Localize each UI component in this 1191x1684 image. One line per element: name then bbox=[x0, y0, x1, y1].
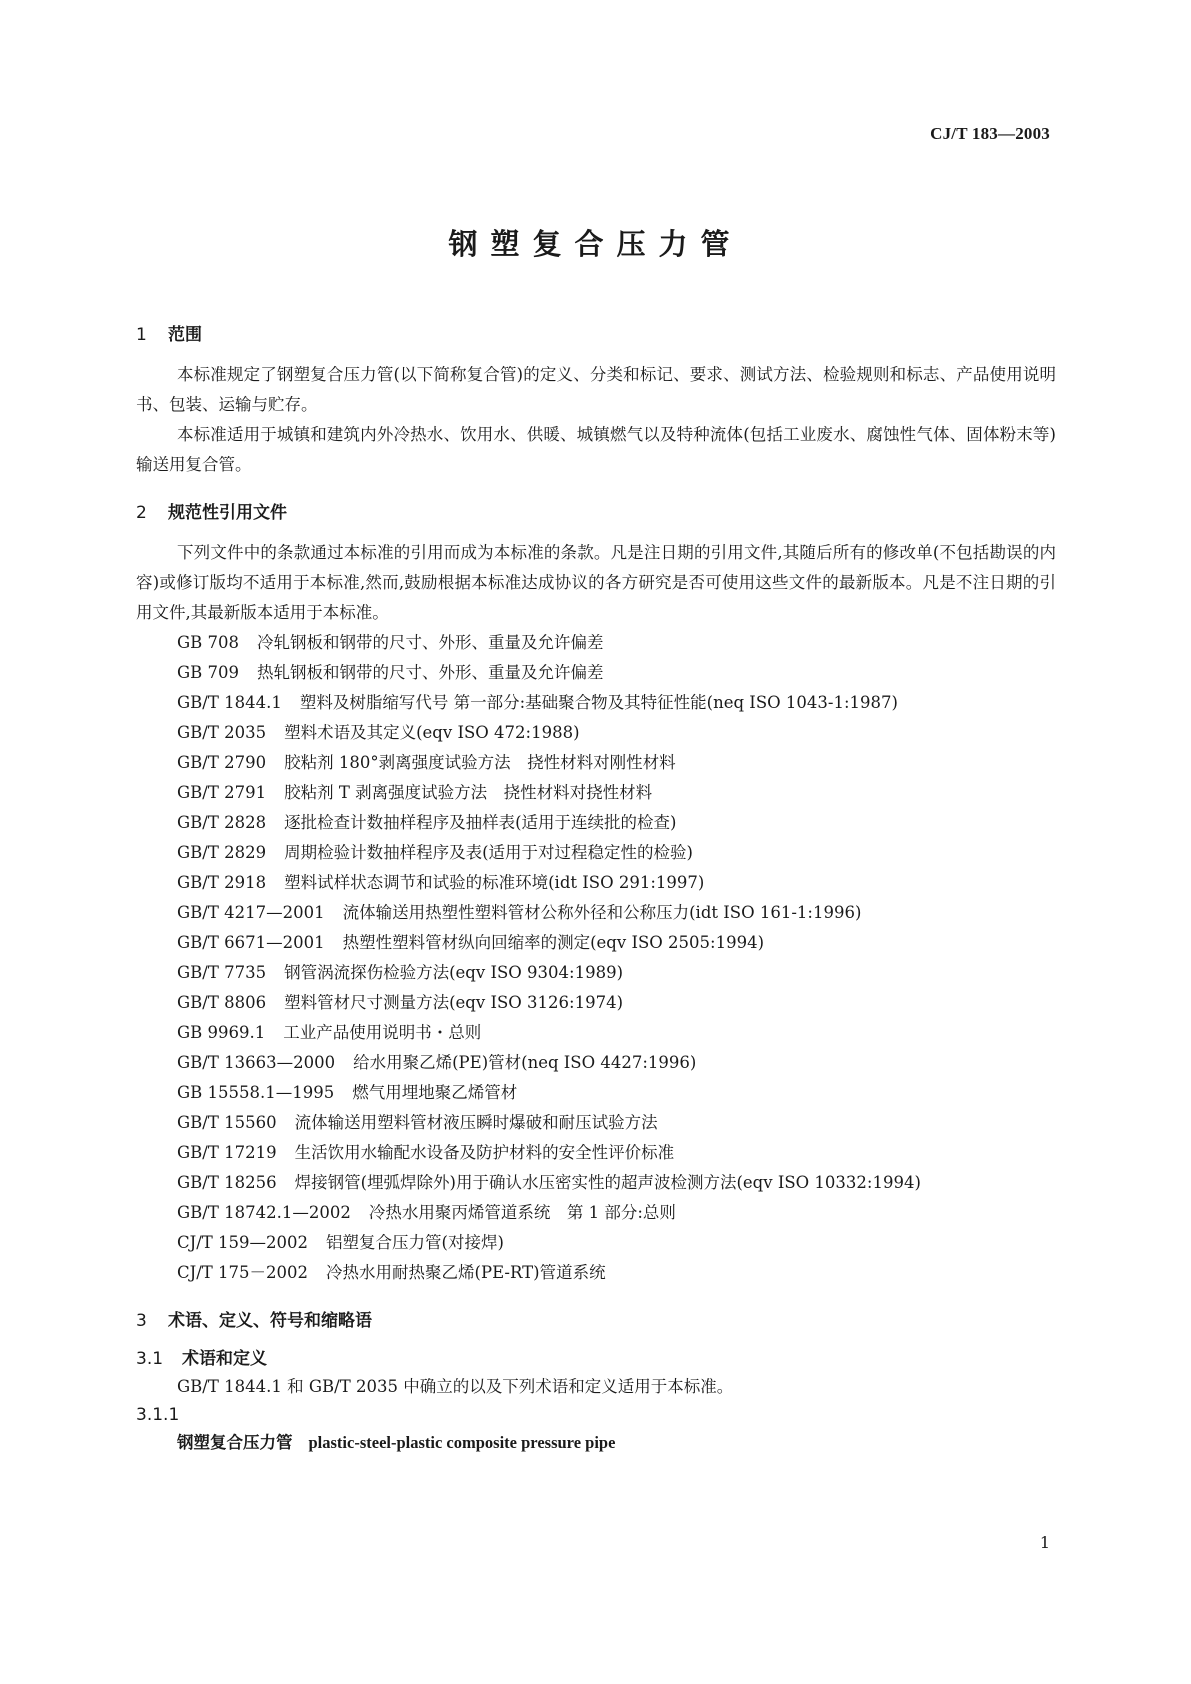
reference-item bbox=[136, 1198, 1056, 1228]
section-2-heading bbox=[136, 500, 1056, 526]
reference-item bbox=[136, 808, 1056, 838]
reference-item bbox=[136, 748, 1056, 778]
reference-title: 塑料管材尺寸测量方法(eqv ISO 3126:1974) bbox=[284, 993, 624, 1012]
reference-code: GB/T 2791 bbox=[177, 783, 267, 802]
reference-list bbox=[136, 628, 1056, 1288]
page-number: 1 bbox=[1039, 1533, 1050, 1552]
reference-code: GB/T 8806 bbox=[177, 993, 267, 1012]
reference-item bbox=[136, 1168, 1056, 1198]
reference-item bbox=[136, 628, 1056, 658]
reference-item bbox=[136, 658, 1056, 688]
reference-code: CJ/T 175－2002 bbox=[177, 1263, 309, 1282]
reference-code: GB/T 2829 bbox=[177, 843, 267, 862]
reference-item bbox=[136, 1078, 1056, 1108]
reference-title: 胶粘剂 T 剥离强度试验方法 挠性材料对挠性材料 bbox=[284, 783, 653, 802]
reference-code: GB/T 2035 bbox=[177, 723, 267, 742]
section-1-paragraph-2: 本标准适用于城镇和建筑内外冷热水、饮用水、供暖、城镇燃气以及特种流体(包括工业废水、腐蚀性气体、固体粉末等)输送用复合管。 bbox=[136, 425, 1056, 474]
section-2-title: 规范性引用文件 bbox=[168, 503, 287, 523]
reference-title: 逐批检查计数抽样程序及抽样表(适用于连续批的检查) bbox=[284, 813, 677, 832]
section-3-number: 3 bbox=[136, 1311, 147, 1331]
term-english: plastic-steel-plastic composite pressure pipe bbox=[308, 1433, 616, 1452]
reference-title: 塑料术语及其定义(eqv ISO 472:1988) bbox=[284, 723, 580, 742]
section-1-paragraph-1: 本标准规定了钢塑复合压力管(以下简称复合管)的定义、分类和标记、要求、测试方法、检验规则和标志、产品使用说明书、包装、运输与贮存。 bbox=[136, 365, 1056, 414]
section-2-number: 2 bbox=[136, 503, 147, 523]
section-3-heading bbox=[136, 1308, 1056, 1334]
section-1-title: 范围 bbox=[168, 325, 202, 345]
reference-title: 周期检验计数抽样程序及表(适用于对过程稳定性的检验) bbox=[284, 843, 693, 862]
reference-item bbox=[136, 1108, 1056, 1138]
reference-code: GB 708 bbox=[177, 633, 240, 652]
reference-title: 热轧钢板和钢带的尺寸、外形、重量及允许偏差 bbox=[257, 663, 604, 682]
reference-item bbox=[136, 868, 1056, 898]
term-chinese: 钢塑复合压力管 bbox=[177, 1433, 293, 1452]
reference-title: 塑料及树脂缩写代号 第一部分:基础聚合物及其特征性能(neq ISO 1043-1:1987) bbox=[299, 693, 898, 712]
section-3-1-text: GB/T 1844.1 和 GB/T 2035 中确立的以及下列术语和定义适用于本标准。 bbox=[177, 1377, 734, 1396]
reference-code: CJ/T 159—2002 bbox=[177, 1233, 309, 1252]
section-3-title: 术语、定义、符号和缩略语 bbox=[168, 1311, 372, 1331]
reference-title: 生活饮用水输配水设备及防护材料的安全性评价标准 bbox=[294, 1143, 675, 1162]
section-3-1-1-heading bbox=[136, 1402, 1056, 1428]
reference-title: 工业产品使用说明书・总则 bbox=[283, 1023, 482, 1042]
reference-code: GB/T 17219 bbox=[177, 1143, 277, 1162]
reference-code: GB/T 15560 bbox=[177, 1113, 277, 1132]
section-2-intro: 下列文件中的条款通过本标准的引用而成为本标准的条款。凡是注日期的引用文件,其随后所有的修改单(不包括勘误的内容)或修订版均不适用于本标准,然而,鼓励根据本标准达成协议的各方研究是否可使用这些文件的最新版本。凡是不注日期的引用文件,其最新版本适用于本标准。 bbox=[136, 543, 1056, 622]
reference-item bbox=[136, 1258, 1056, 1288]
reference-item bbox=[136, 688, 1056, 718]
reference-item bbox=[136, 1228, 1056, 1258]
reference-item bbox=[136, 1048, 1056, 1078]
reference-code: GB/T 2790 bbox=[177, 753, 267, 772]
reference-item bbox=[136, 778, 1056, 808]
section-1-number: 1 bbox=[136, 325, 147, 345]
reference-item bbox=[136, 1018, 1056, 1048]
reference-code: GB 709 bbox=[177, 663, 240, 682]
reference-title: 塑料试样状态调节和试验的标准环境(idt ISO 291:1997) bbox=[284, 873, 705, 892]
reference-title: 胶粘剂 180°剥离强度试验方法 挠性材料对刚性材料 bbox=[284, 753, 676, 772]
reference-code: GB/T 4217—2001 bbox=[177, 903, 325, 922]
reference-title: 流体输送用热塑性塑料管材公称外径和公称压力(idt ISO 161-1:1996) bbox=[342, 903, 862, 922]
reference-code: GB/T 1844.1 bbox=[177, 693, 282, 712]
section-1-heading bbox=[136, 322, 1056, 348]
reference-code: GB/T 18742.1—2002 bbox=[177, 1203, 351, 1222]
reference-item bbox=[136, 1138, 1056, 1168]
section-3-1-1-number: 3.1.1 bbox=[136, 1405, 180, 1425]
reference-title: 燃气用埋地聚乙烯管材 bbox=[352, 1083, 518, 1102]
section-3-1-title: 术语和定义 bbox=[182, 1349, 267, 1369]
reference-code: GB/T 7735 bbox=[177, 963, 267, 982]
reference-item bbox=[136, 958, 1056, 988]
reference-item bbox=[136, 838, 1056, 868]
reference-title: 铝塑复合压力管(对接焊) bbox=[326, 1233, 504, 1252]
document-title: 钢塑复合压力管 bbox=[448, 227, 743, 261]
section-3-1-heading bbox=[136, 1346, 1056, 1372]
reference-item bbox=[136, 988, 1056, 1018]
reference-title: 钢管涡流探伤检验方法(eqv ISO 9304:1989) bbox=[284, 963, 624, 982]
reference-title: 冷热水用聚丙烯管道系统 第 1 部分:总则 bbox=[368, 1203, 676, 1222]
reference-title: 冷热水用耐热聚乙烯(PE-RT)管道系统 bbox=[326, 1263, 606, 1282]
reference-item bbox=[136, 718, 1056, 748]
reference-title: 给水用聚乙烯(PE)管材(neq ISO 4427:1996) bbox=[353, 1053, 697, 1072]
reference-title: 冷轧钢板和钢带的尺寸、外形、重量及允许偏差 bbox=[257, 633, 604, 652]
reference-code: GB/T 18256 bbox=[177, 1173, 277, 1192]
section-3-1-number: 3.1 bbox=[136, 1349, 164, 1369]
term-definition bbox=[136, 1428, 1056, 1458]
standard-code: CJ/T 183—2003 bbox=[930, 124, 1050, 143]
reference-item bbox=[136, 898, 1056, 928]
reference-code: GB 9969.1 bbox=[177, 1023, 266, 1042]
reference-code: GB/T 2828 bbox=[177, 813, 267, 832]
reference-title: 焊接钢管(埋弧焊除外)用于确认水压密实性的超声波检测方法(eqv ISO 10332:1994) bbox=[294, 1173, 921, 1192]
reference-title: 流体输送用塑料管材液压瞬时爆破和耐压试验方法 bbox=[294, 1113, 658, 1132]
reference-code: GB/T 6671—2001 bbox=[177, 933, 325, 952]
reference-title: 热塑性塑料管材纵向回缩率的测定(eqv ISO 2505:1994) bbox=[342, 933, 765, 952]
reference-code: GB/T 2918 bbox=[177, 873, 267, 892]
reference-code: GB 15558.1—1995 bbox=[177, 1083, 335, 1102]
reference-item bbox=[136, 928, 1056, 958]
reference-code: GB/T 13663—2000 bbox=[177, 1053, 336, 1072]
document-body bbox=[136, 322, 1056, 1458]
